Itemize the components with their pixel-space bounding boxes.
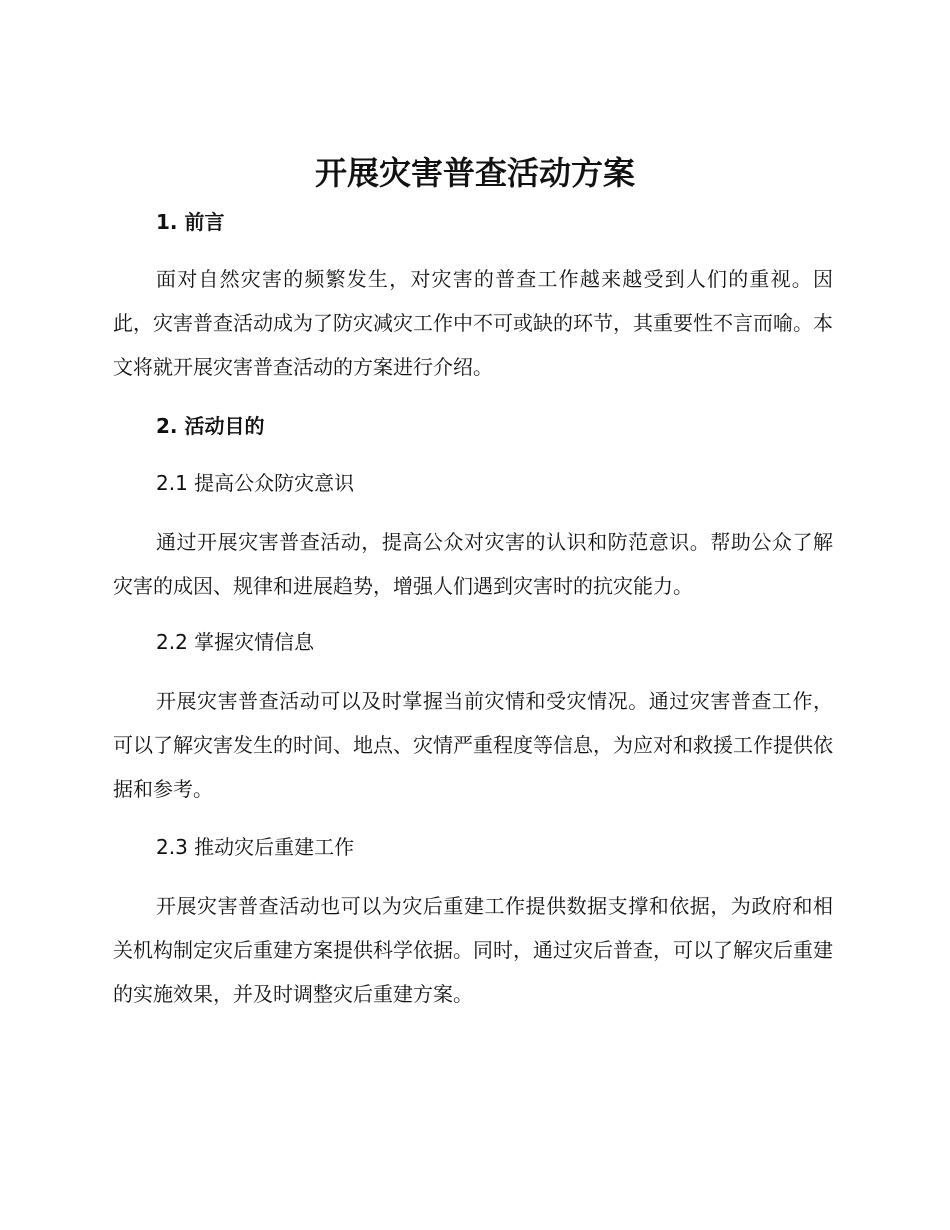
subsection-heading-reconstruction: 2.3 推动灾后重建工作 [156, 835, 355, 859]
subsection-heading-disaster-info: 2.2 掌握灾情信息 [156, 630, 315, 654]
document-title: 开展灾害普查活动方案 [314, 154, 635, 192]
paragraph-preface: 面对自然灾害的频繁发生，对灾害的普查工作越来越受到人们的重视。因此，灾害普查活动成为了防灾减灾工作中不可或缺的环节，其重要性不言而喻。本文将就开展灾害普查活动的方案进行介绍。 [113, 267, 833, 379]
subsection-heading-awareness: 2.1 提高公众防灾意识 [156, 471, 355, 495]
paragraph-disaster-info: 开展灾害普查活动可以及时掌握当前灾情和受灾情况。通过灾害普查工作，可以了解灾害发生的时间、地点、灾情严重程度等信息，为应对和救援工作提供依据和参考。 [113, 689, 833, 801]
paragraph-awareness: 通过开展灾害普查活动，提高公众对灾害的认识和防范意识。帮助公众了解灾害的成因、规律和进展趋势，增强人们遇到灾害时的抗灾能力。 [113, 530, 833, 598]
section-heading-preface: 1. 前言 [156, 210, 225, 234]
paragraph-reconstruction: 开展灾害普查活动也可以为灾后重建工作提供数据支撑和依据，为政府和相关机构制定灾后重建方案提供科学依据。同时，通过灾后普查，可以了解灾后重建的实施效果，并及时调整灾后重建方案。 [113, 894, 833, 1006]
section-heading-purpose: 2. 活动目的 [156, 414, 265, 438]
